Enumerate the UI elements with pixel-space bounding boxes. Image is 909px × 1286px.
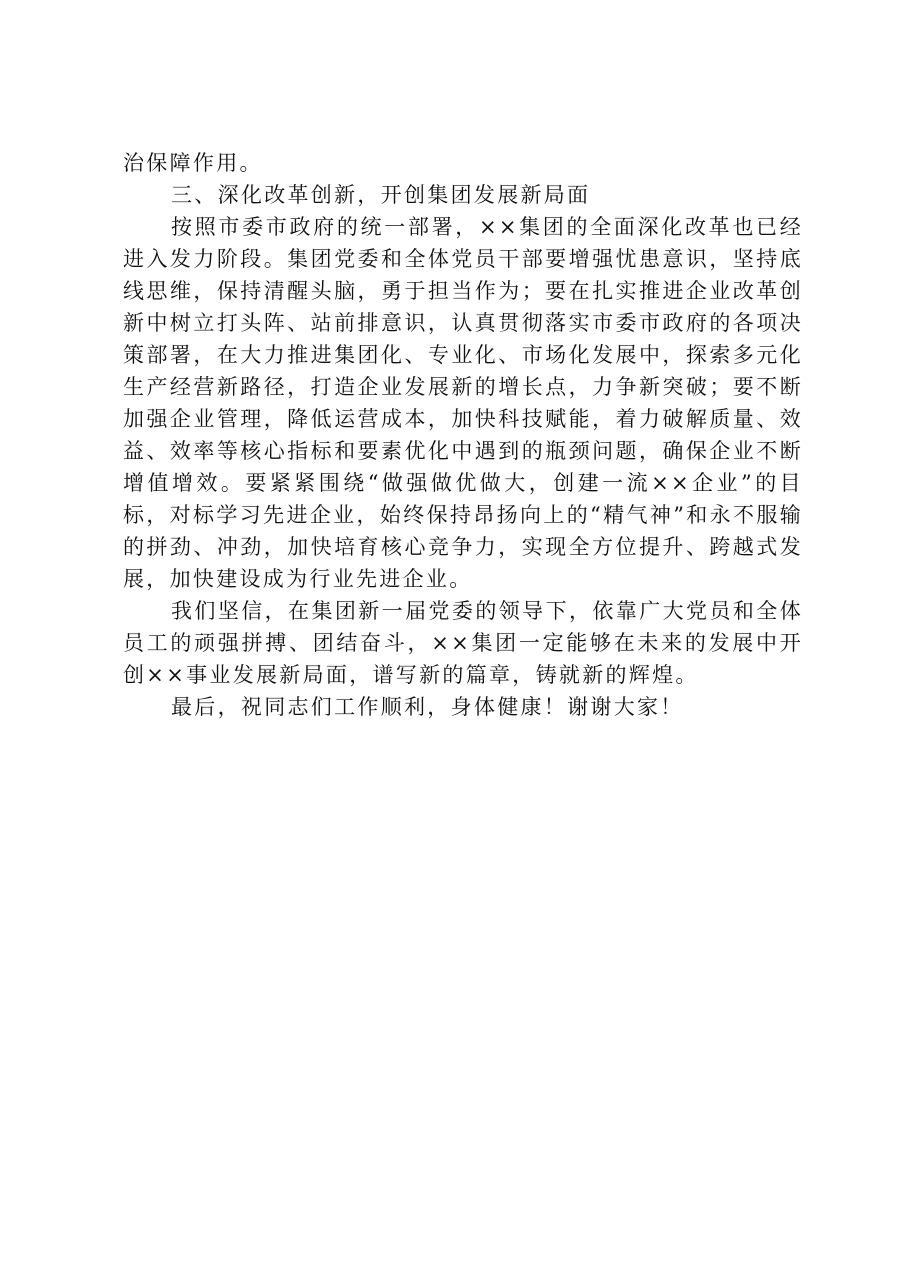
closing-remark: 最后，祝同志们工作顺利，身体健康！谢谢大家！ xyxy=(171,695,684,719)
paragraph: 我们坚信，在集团新一届党委的领导下，依靠广大党员和全体员工的顽强拼搏、团结奋斗，××集团一定能够在未来的发展中开创××事业发展新局面，谱写新的篇章，铸就新的辉煌。 xyxy=(123,599,803,687)
section-heading: 三、深化改革创新，开创集团发展新局面 xyxy=(171,183,591,207)
paragraph-continuation: 治保障作用。 xyxy=(123,151,263,175)
document-body xyxy=(123,147,803,723)
paragraph: 按照市委市政府的统一部署，××集团的全面深化改革也已经进入发力阶段。集团党委和全体党员干部要增强忧患意识，坚持底线思维，保持清醒头脑，勇于担当作为；要在扎实推进企业改革创新中树立打头阵、站前排意识，认真贯彻落实市委市政府的各项决策部署，在大力推进集团化、专业化、市场化发展中，探索多元化生产经营新路径，打造企业发展新的增长点，力争新突破；要不断加强企业管理，降低运营成本，加快科技赋能，着力破解质量、效益、效率等核心指标和要素优化中遇到的瓶颈问题，确保企业不断增值增效。要紧紧围绕“做强做优做大，创建一流××企业”的目标，对标学习先进企业，始终保持昂扬向上的“精气神”和永不服输的拼劲、冲劲，加快培育核心竞争力，实现全方位提升、跨越式发展，加快建设成为行业先进企业。 xyxy=(123,215,803,591)
